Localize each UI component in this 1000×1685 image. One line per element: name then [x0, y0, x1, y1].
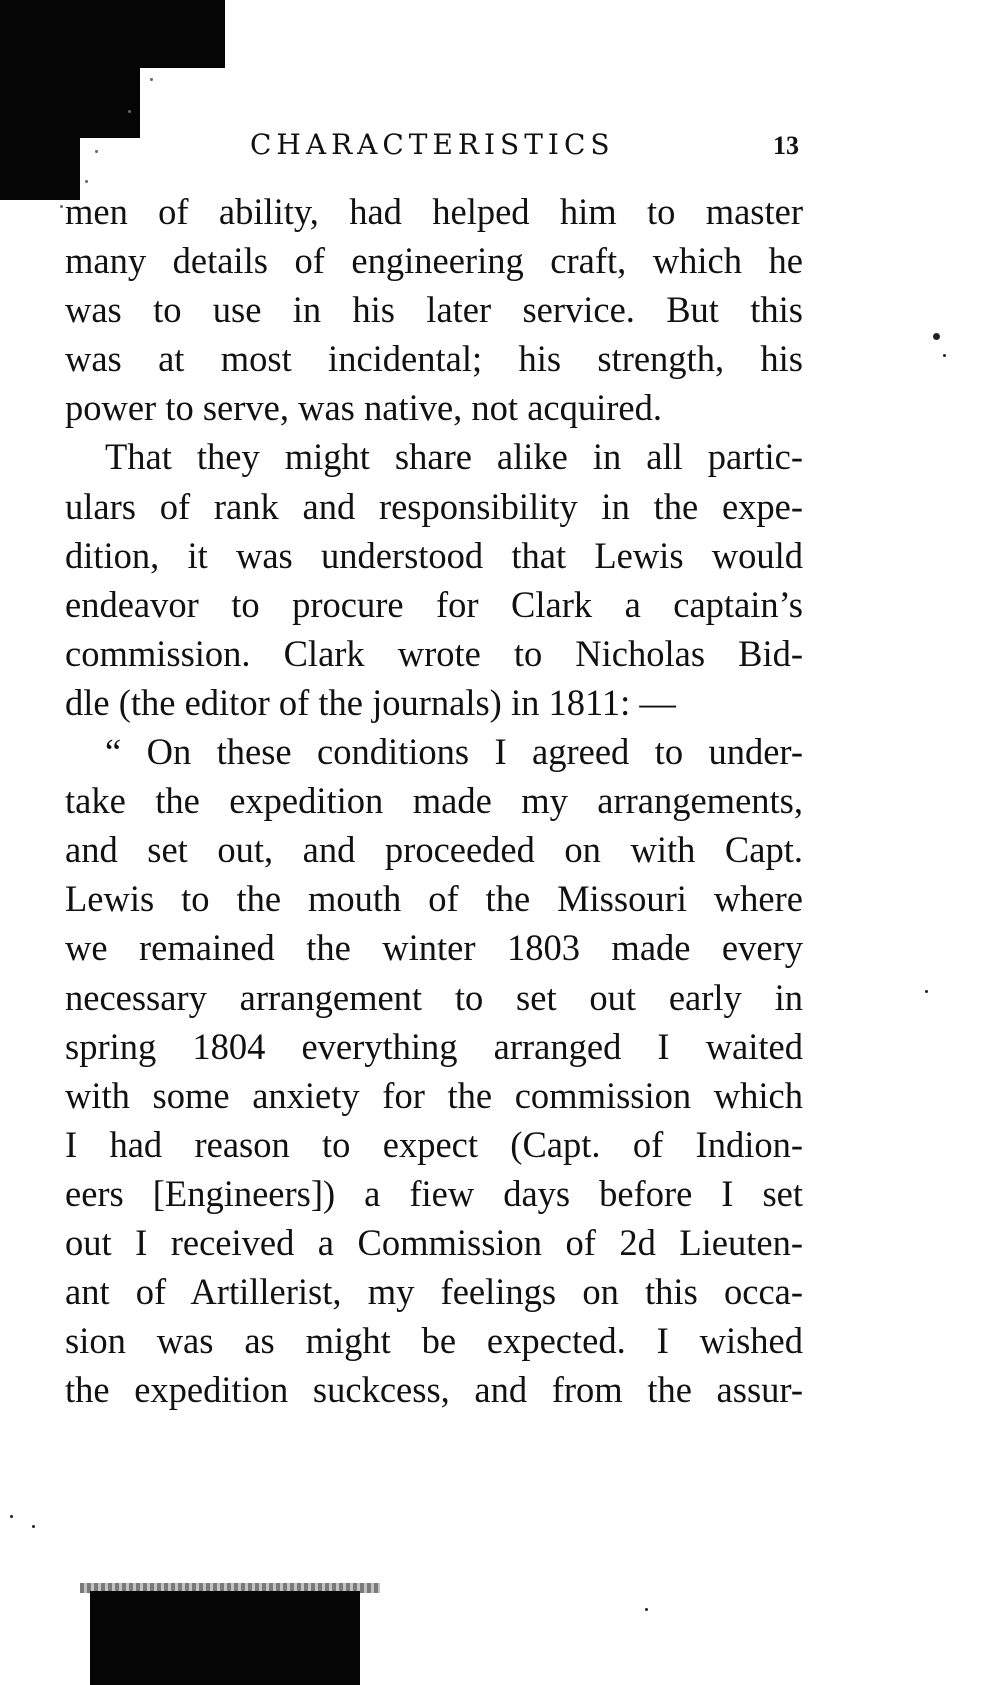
- text-line: necessary arrangement to set out early in: [65, 976, 803, 1018]
- text-line: out I received a Commission of 2d Lieuten-: [65, 1221, 803, 1263]
- text-line: men of ability, had helped him to master: [65, 191, 803, 232]
- text-line: power to serve, was native, not acquired.: [65, 387, 662, 429]
- speck-mark: [943, 354, 946, 357]
- running-title: CHARACTERISTICS: [250, 128, 615, 161]
- scan-artifact-top: [0, 0, 225, 200]
- scan-artifact-bottom: [80, 1583, 380, 1685]
- text-line: That they might share alike in all partic-: [105, 436, 803, 478]
- speck-mark: [645, 1608, 648, 1611]
- text-line: ant of Artillerist, my feelings on this occa-: [65, 1271, 803, 1313]
- text-line: many details of engineering craft, which he: [65, 240, 803, 282]
- text-line: spring 1804 everything arranged I waited: [65, 1025, 803, 1067]
- text-line: dition, it was understood that Lewis would: [65, 534, 803, 576]
- text-line: was at most incidental; his strength, his: [65, 338, 803, 380]
- text-line: we remained the winter 1803 made every: [65, 927, 803, 969]
- speck-mark: [32, 1525, 35, 1528]
- text-line: and set out, and proceeded on with Capt.: [65, 829, 803, 871]
- text-line: with some anxiety for the commission which: [65, 1074, 803, 1116]
- body-text: [65, 187, 803, 1414]
- speck-mark: [925, 990, 928, 993]
- text-line: “ On these conditions I agreed to under-: [105, 731, 803, 773]
- text-line: the expedition suckcess, and from the assur-: [65, 1369, 803, 1411]
- page-number: 13: [773, 131, 799, 160]
- text-line: take the expedition made my arrangements,: [65, 780, 803, 822]
- text-line: ulars of rank and responsibility in the expe-: [65, 485, 803, 527]
- speck-mark: [10, 1515, 13, 1518]
- text-line: endeavor to procure for Clark a captain’s: [65, 583, 803, 625]
- text-line: commission. Clark wrote to Nicholas Bid-: [65, 632, 803, 674]
- speck-mark: [933, 333, 940, 340]
- text-line: dle (the editor of the journals) in 1811: —: [65, 681, 676, 723]
- text-line: eers [Engineers]) a fiew days before I set: [65, 1172, 803, 1214]
- text-line: Lewis to the mouth of the Missouri where: [65, 878, 803, 920]
- text-line: sion was as might be expected. I wished: [65, 1320, 803, 1362]
- text-line: I had reason to expect (Capt. of Indion-: [65, 1123, 803, 1165]
- text-line: was to use in his later service. But this: [65, 289, 803, 331]
